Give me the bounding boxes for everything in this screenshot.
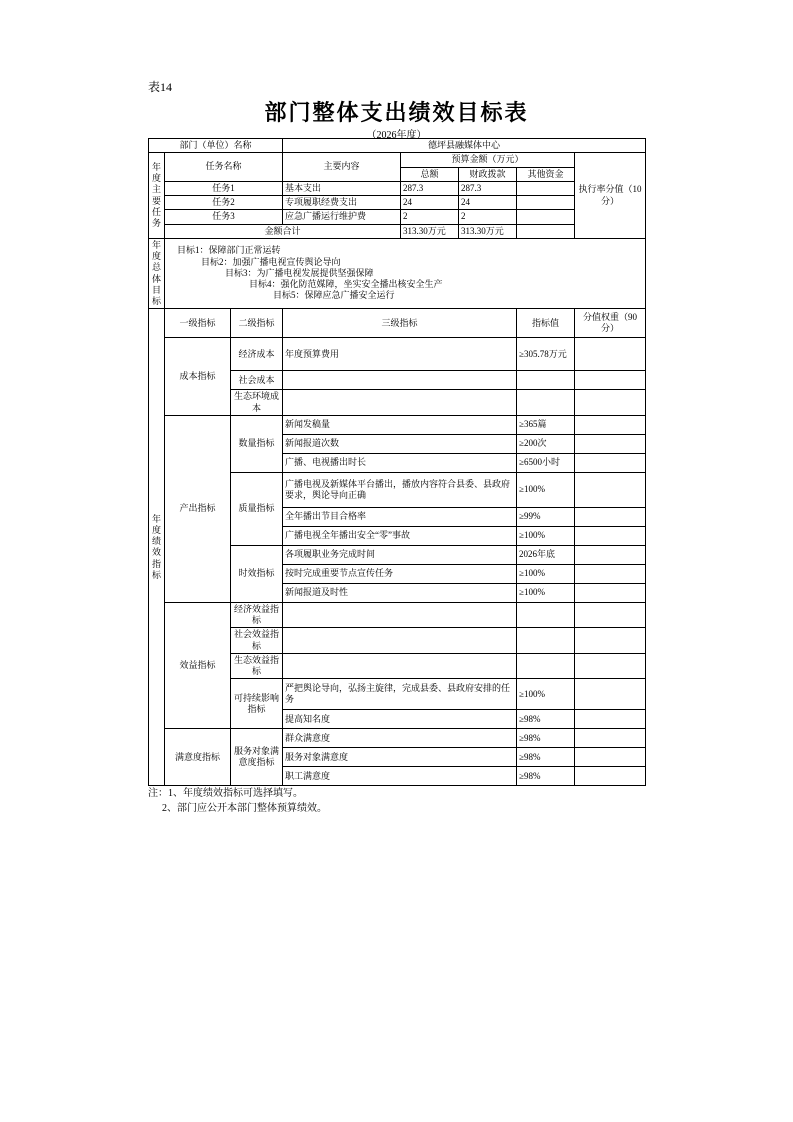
task-name: 任务2 bbox=[165, 196, 283, 210]
task-fiscal: 24 bbox=[459, 196, 517, 210]
task-total-other bbox=[517, 224, 575, 238]
value-cell: ≥99% bbox=[517, 507, 575, 526]
dept-name-cell: 德坪县融媒体中心 bbox=[283, 139, 646, 153]
level3-cell bbox=[283, 602, 517, 628]
weight-cell bbox=[575, 653, 646, 679]
table-row-task bbox=[149, 196, 646, 210]
weight-cell bbox=[575, 545, 646, 564]
weight-cell bbox=[575, 371, 646, 390]
value-cell: ≥365篇 bbox=[517, 415, 575, 434]
goal-item: 目标3：为广播电视发展提供坚强保障 bbox=[225, 267, 374, 278]
task-other bbox=[517, 181, 575, 195]
level3-cell: 严把舆论导向，弘扬主旋律，完成县委、县政府安排的任务 bbox=[283, 679, 517, 710]
goal-item: 目标4：强化防范媒障，坐实安全播出核安全生产 bbox=[249, 279, 443, 290]
task-total-total: 313.30万元 bbox=[401, 224, 459, 238]
value-cell: ≥100% bbox=[517, 679, 575, 710]
col-level3: 三级指标 bbox=[283, 309, 517, 338]
level3-cell: 职工满意度 bbox=[283, 767, 517, 786]
table-row-indicator bbox=[149, 729, 646, 748]
weight-cell bbox=[575, 564, 646, 583]
value-cell: ≥100% bbox=[517, 472, 575, 507]
goal-item: 目标2：加强广播电视宣传舆论导向 bbox=[201, 256, 341, 267]
table-row-task bbox=[149, 210, 646, 224]
page-subtitle: （2026年度） bbox=[366, 130, 427, 141]
value-cell: ≥100% bbox=[517, 564, 575, 583]
task-name: 任务1 bbox=[165, 181, 283, 195]
value-cell bbox=[517, 628, 575, 654]
col-level1: 一级指标 bbox=[165, 309, 231, 338]
weight-cell bbox=[575, 710, 646, 729]
weight-cell bbox=[575, 415, 646, 434]
table-row-indicator bbox=[149, 338, 646, 371]
col-other: 其他资金 bbox=[517, 167, 575, 181]
dept-label-cell: 部门（单位）名称 bbox=[149, 139, 283, 153]
level3-cell: 各项履职业务完成时间 bbox=[283, 545, 517, 564]
weight-cell bbox=[575, 602, 646, 628]
level2-cell: 质量指标 bbox=[231, 472, 283, 545]
weight-cell bbox=[575, 507, 646, 526]
task-name: 任务3 bbox=[165, 210, 283, 224]
table-row-perf-header bbox=[149, 309, 646, 338]
value-cell: ≥6500小时 bbox=[517, 453, 575, 472]
level3-cell: 提高知名度 bbox=[283, 710, 517, 729]
level2-cell: 服务对象满意度指标 bbox=[231, 729, 283, 786]
level2-cell: 经济效益指标 bbox=[231, 602, 283, 628]
level3-cell: 服务对象满意度 bbox=[283, 748, 517, 767]
main-tasks-row-label: 年度主要任务 bbox=[149, 153, 165, 239]
level3-cell: 新闻发稿量 bbox=[283, 415, 517, 434]
weight-cell bbox=[575, 628, 646, 654]
col-value: 指标值 bbox=[517, 309, 575, 338]
level3-cell bbox=[283, 653, 517, 679]
task-total: 287.3 bbox=[401, 181, 459, 195]
value-cell bbox=[517, 653, 575, 679]
value-cell: ≥98% bbox=[517, 767, 575, 786]
weight-cell bbox=[575, 453, 646, 472]
col-weight: 分值权重（90分） bbox=[575, 309, 646, 338]
task-content: 专项履职经费支出 bbox=[283, 196, 401, 210]
footer-notes bbox=[148, 786, 327, 816]
level1-cell: 满意度指标 bbox=[165, 729, 231, 786]
goal-item: 目标1：保障部门正常运转 bbox=[177, 245, 281, 256]
col-main-content: 主要内容 bbox=[283, 153, 401, 182]
col-level2: 二级指标 bbox=[231, 309, 283, 338]
table-row-indicator bbox=[149, 415, 646, 434]
col-fiscal: 财政拨款 bbox=[459, 167, 517, 181]
level1-cell: 效益指标 bbox=[165, 602, 231, 729]
value-cell: ≥98% bbox=[517, 748, 575, 767]
weight-cell bbox=[575, 390, 646, 416]
task-content: 应急广播运行维护费 bbox=[283, 210, 401, 224]
page-title: 部门整体支出绩效目标表 bbox=[264, 100, 529, 125]
level3-cell: 群众满意度 bbox=[283, 729, 517, 748]
value-cell: ≥98% bbox=[517, 710, 575, 729]
level3-cell: 年度预算费用 bbox=[283, 338, 517, 371]
table-row-task-total bbox=[149, 224, 646, 238]
value-cell: ≥200次 bbox=[517, 434, 575, 453]
level2-cell: 时效指标 bbox=[231, 545, 283, 602]
goal-item: 目标5：保障应急广播安全运行 bbox=[273, 290, 395, 301]
level2-cell: 生态环境成本 bbox=[231, 390, 283, 416]
level1-cell: 成本指标 bbox=[165, 338, 231, 416]
weight-cell bbox=[575, 434, 646, 453]
note-line: 2、部门应公开本部门整体预算绩效。 bbox=[162, 803, 327, 814]
level1-cell: 产出指标 bbox=[165, 415, 231, 602]
col-task-name: 任务名称 bbox=[165, 153, 283, 182]
weight-cell bbox=[575, 748, 646, 767]
level2-cell: 可持续影响指标 bbox=[231, 679, 283, 729]
value-cell bbox=[517, 602, 575, 628]
level3-cell: 广播、电视播出时长 bbox=[283, 453, 517, 472]
weight-cell bbox=[575, 526, 646, 545]
weight-cell bbox=[575, 338, 646, 371]
task-other bbox=[517, 210, 575, 224]
performance-row-label: 年度绩效指标 bbox=[149, 309, 165, 786]
level3-cell bbox=[283, 628, 517, 654]
value-cell: ≥305.78万元 bbox=[517, 338, 575, 371]
level2-cell: 社会成本 bbox=[231, 371, 283, 390]
value-cell bbox=[517, 390, 575, 416]
level3-cell bbox=[283, 371, 517, 390]
task-other bbox=[517, 196, 575, 210]
level3-cell: 广播电视全年播出安全“零”事故 bbox=[283, 526, 517, 545]
weight-cell bbox=[575, 583, 646, 602]
table-row-annual-goals bbox=[149, 238, 646, 309]
table-row-task bbox=[149, 181, 646, 195]
table-label: 表14 bbox=[148, 80, 173, 94]
performance-target-table bbox=[148, 138, 646, 786]
col-total: 总额 bbox=[401, 167, 459, 181]
task-fiscal: 287.3 bbox=[459, 181, 517, 195]
task-total: 24 bbox=[401, 196, 459, 210]
table-row-task-header bbox=[149, 153, 646, 167]
table-row-indicator bbox=[149, 602, 646, 628]
task-total: 2 bbox=[401, 210, 459, 224]
value-cell: 2026年底 bbox=[517, 545, 575, 564]
value-cell: ≥100% bbox=[517, 526, 575, 545]
level2-cell: 经济成本 bbox=[231, 338, 283, 371]
weight-cell bbox=[575, 472, 646, 507]
level3-cell: 广播电视及新媒体平台播出，播放内容符合县委、县政府要求，舆论导向正确 bbox=[283, 472, 517, 507]
level3-cell bbox=[283, 390, 517, 416]
level3-cell: 新闻报道次数 bbox=[283, 434, 517, 453]
table-row-department bbox=[149, 139, 646, 153]
weight-cell bbox=[575, 729, 646, 748]
level3-cell: 新闻报道及时性 bbox=[283, 583, 517, 602]
task-fiscal: 2 bbox=[459, 210, 517, 224]
level3-cell: 全年播出节目合格率 bbox=[283, 507, 517, 526]
level3-cell: 按时完成重要节点宣传任务 bbox=[283, 564, 517, 583]
task-total-label: 金额合计 bbox=[165, 224, 401, 238]
col-budget-amount: 预算金额（万元） bbox=[401, 153, 575, 167]
level2-cell: 社会效益指标 bbox=[231, 628, 283, 654]
weight-cell bbox=[575, 679, 646, 710]
annual-goals-content bbox=[165, 238, 646, 309]
level2-cell: 数量指标 bbox=[231, 415, 283, 472]
weight-cell bbox=[575, 767, 646, 786]
annual-goals-row-label: 年度总体目标 bbox=[149, 238, 165, 309]
note-line: 注：1、年度绩效指标可选择填写。 bbox=[148, 788, 303, 799]
col-exec-rate: 执行率分值（10分） bbox=[575, 153, 646, 239]
level2-cell: 生态效益指标 bbox=[231, 653, 283, 679]
task-content: 基本支出 bbox=[283, 181, 401, 195]
value-cell bbox=[517, 371, 575, 390]
value-cell: ≥100% bbox=[517, 583, 575, 602]
task-total-fiscal: 313.30万元 bbox=[459, 224, 517, 238]
value-cell: ≥98% bbox=[517, 729, 575, 748]
